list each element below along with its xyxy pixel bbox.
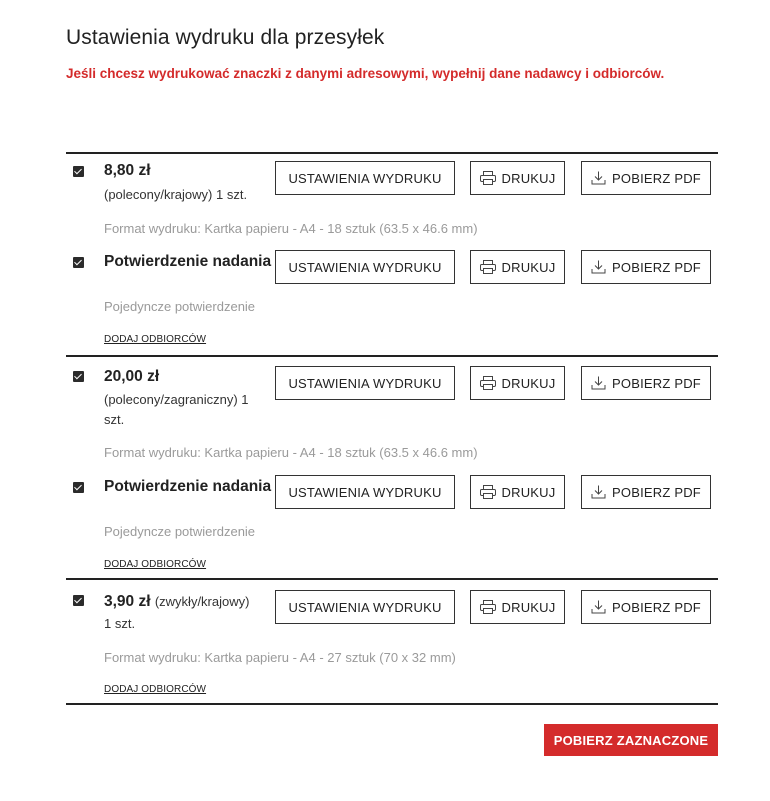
download-icon — [591, 600, 606, 614]
print-settings-button[interactable] — [275, 590, 455, 624]
warning-message: Jeśli chcesz wydrukować znaczki z danymi adresowymi, wypełnij dane nadawcy i odbiorców. — [66, 66, 665, 81]
print-label: DRUKUJ — [501, 170, 556, 186]
printer-icon — [480, 376, 496, 390]
print-button[interactable] — [470, 590, 565, 624]
print-settings-button[interactable] — [275, 161, 455, 195]
shipment-checkbox[interactable] — [73, 595, 84, 606]
shipment-checkbox[interactable] — [73, 166, 84, 177]
shipment-price: 8,80 zł — [104, 162, 151, 179]
print-button[interactable] — [470, 250, 565, 284]
download-pdf-label: POBIERZ PDF — [612, 599, 701, 615]
shipment-group-1 — [66, 152, 718, 356]
shipment-checkbox[interactable] — [73, 371, 84, 382]
download-pdf-button[interactable] — [581, 590, 711, 624]
confirmation-subtitle: Pojedyncze potwierdzenie — [104, 524, 256, 539]
print-settings-button[interactable] — [275, 475, 455, 509]
download-icon — [591, 485, 606, 499]
print-settings-label: USTAWIENIA WYDRUKU — [288, 375, 442, 391]
shipment-price — [104, 593, 249, 611]
confirmation-subtitle: Pojedyncze potwierdzenie — [104, 299, 256, 314]
shipment-price: 20,00 zł — [104, 368, 160, 385]
confirmation-title: Potwierdzenie nadania — [104, 478, 272, 495]
shipment-description: (polecony/krajowy) 1 szt. — [104, 187, 248, 202]
print-label: DRUKUJ — [501, 259, 556, 275]
print-format: Format wydruku: Kartka papieru - A4 - 18 sztuk (63.5 x 46.6 mm) — [104, 221, 478, 236]
confirmation-checkbox[interactable] — [73, 257, 84, 268]
add-recipients-link[interactable]: DODAJ ODBIORCÓW — [104, 684, 207, 695]
section-divider — [66, 703, 718, 705]
print-button[interactable] — [470, 161, 565, 195]
download-icon — [591, 171, 606, 185]
shipment-group-3 — [66, 578, 718, 704]
print-label: DRUKUJ — [501, 484, 556, 500]
confirmation-title: Potwierdzenie nadania — [104, 253, 272, 270]
download-pdf-label: POBIERZ PDF — [612, 259, 701, 275]
print-settings-label: USTAWIENIA WYDRUKU — [288, 259, 442, 275]
download-icon — [591, 260, 606, 274]
shipment-description: (zwykły/krajowy) — [154, 594, 250, 609]
shipment-description: (polecony/zagraniczny) 1 — [104, 392, 249, 407]
print-settings-button[interactable] — [275, 366, 455, 400]
print-button[interactable] — [470, 366, 565, 400]
download-pdf-button[interactable] — [581, 161, 711, 195]
printer-icon — [480, 171, 496, 185]
print-label: DRUKUJ — [501, 375, 556, 391]
download-selected-button[interactable]: POBIERZ ZAZNACZONE — [544, 724, 718, 756]
print-settings-label: USTAWIENIA WYDRUKU — [288, 599, 442, 615]
page-title: Ustawienia wydruku dla przesyłek — [66, 26, 385, 49]
print-settings-label: USTAWIENIA WYDRUKU — [288, 484, 442, 500]
download-pdf-label: POBIERZ PDF — [612, 170, 701, 186]
print-label: DRUKUJ — [501, 599, 556, 615]
download-pdf-button[interactable] — [581, 250, 711, 284]
add-recipients-link[interactable]: DODAJ ODBIORCÓW — [104, 559, 207, 570]
shipment-description-cont: szt. — [104, 412, 125, 427]
printer-icon — [480, 600, 496, 614]
download-pdf-button[interactable] — [581, 366, 711, 400]
shipment-group-2 — [66, 355, 718, 579]
shipment-price-value: 3,90 zł — [104, 593, 151, 610]
print-settings-button[interactable] — [275, 250, 455, 284]
print-format: Format wydruku: Kartka papieru - A4 - 27 sztuk (70 x 32 mm) — [104, 650, 456, 665]
download-pdf-label: POBIERZ PDF — [612, 484, 701, 500]
add-recipients-link[interactable]: DODAJ ODBIORCÓW — [104, 334, 207, 345]
print-format: Format wydruku: Kartka papieru - A4 - 18 sztuk (63.5 x 46.6 mm) — [104, 445, 478, 460]
download-icon — [591, 376, 606, 390]
print-button[interactable] — [470, 475, 565, 509]
printer-icon — [480, 485, 496, 499]
download-pdf-button[interactable] — [581, 475, 711, 509]
confirmation-checkbox[interactable] — [73, 482, 84, 493]
printer-icon — [480, 260, 496, 274]
shipment-description-cont: 1 szt. — [104, 616, 136, 631]
download-pdf-label: POBIERZ PDF — [612, 375, 701, 391]
print-settings-label: USTAWIENIA WYDRUKU — [288, 170, 442, 186]
